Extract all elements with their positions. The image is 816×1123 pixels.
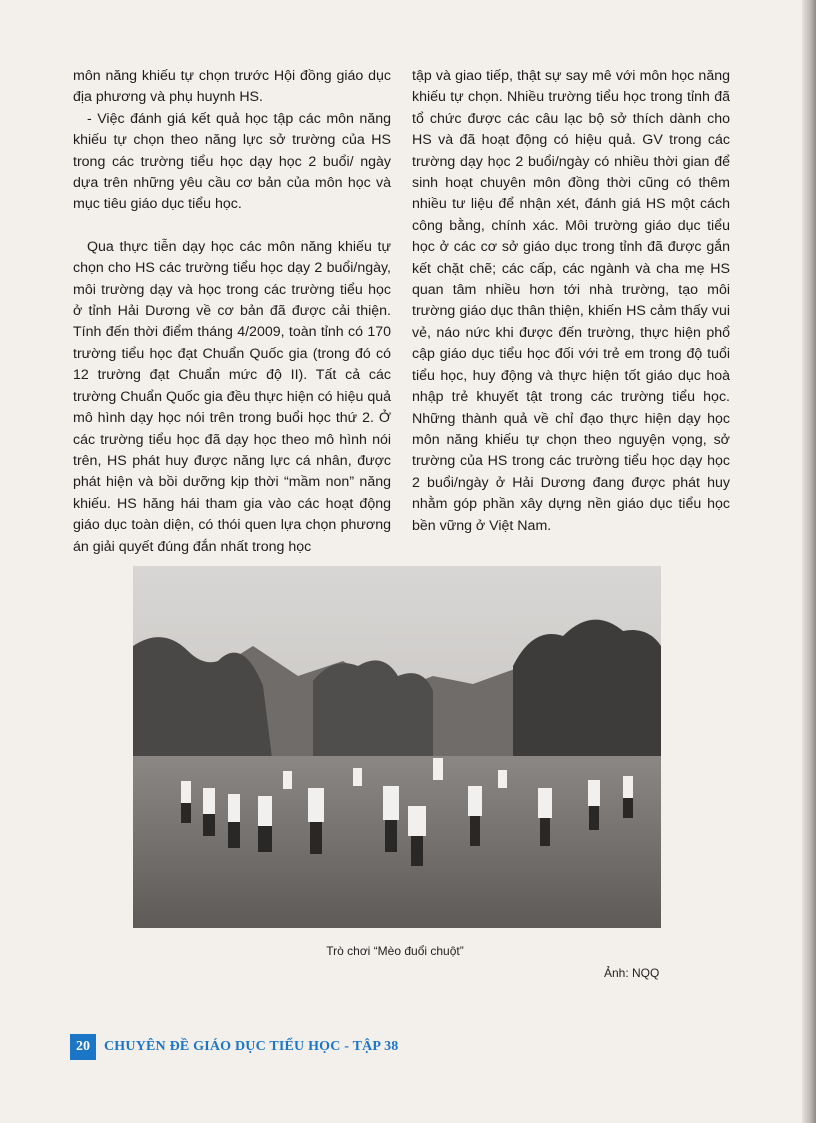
- journal-title: CHUYÊN ĐỀ GIÁO DỤC TIỂU HỌC - TẬP 38: [104, 1039, 399, 1054]
- page-number: 20: [70, 1034, 96, 1060]
- child: [228, 794, 240, 822]
- child: [468, 786, 482, 816]
- child: [408, 806, 426, 836]
- child: [308, 788, 324, 822]
- photo-caption: Trò chơi “Mèo đuổi chuột”: [326, 944, 464, 958]
- child: [353, 768, 362, 786]
- page-edge-shadow: [802, 0, 816, 1123]
- child: [383, 786, 399, 820]
- left-paragraph-3: Qua thực tiễn dạy học các môn năng khiếu tự chọn cho HS các trường tiểu học dạy 2 buổi/ngày, môi trường dạy và học trong các trường tiểu học ở tỉnh Hải Dương về cơ bản đã được cải thiện. Tính đến thời điểm tháng 4/2009, toàn tỉnh có 170 trường tiểu học đạt Chuẩn Quốc gia (trong đó có 12 trường đạt Chuẩn mức độ II). Tất cả các trường Chuẩn Quốc gia đều thực hiện có hiệu quả mô hình dạy học nói trên trong buổi học thứ 2. Ở các trường tiểu học đã dạy học theo mô hình nói trên, HS phát huy được năng lực cá nhân, được phát hiện và bồi dưỡng kịp thời “mầm non” năng khiếu. HS hăng hái tham gia vào các hoạt động giáo dục toàn diện, có thói quen lựa chọn phương án giải quyết đúng đắn nhất trong học: [73, 238, 391, 555]
- child: [181, 781, 191, 803]
- page-footer: [70, 1034, 399, 1060]
- right-paragraph-1: tập và giao tiếp, thật sự say mê với môn học năng khiếu tự chọn. Nhiều trường tiểu học trong tỉnh đã tổ chức được các câu lạc bộ sở thích dành cho HS và đã hoạt động có hiệu quả. GV trong các trường dạy học 2 buổi/ngày có nhiều thời gian để sinh hoạt chuyên môn đồng thời cũng có thêm nhiều tư liệu để nhận xét, đánh giá HS một cách công bằng, chính xác. Môi trường giáo dục tiểu học ở các cơ sở giáo dục trong tỉnh đã được gắn kết chặt chẽ; các cấp, các ngành và cha mẹ HS quan tâm nhiều hơn tới nhà trường, tạo môi trường giáo dục thân thiện, khiến HS cảm thấy vui vẻ, náo nức khi được đến trường, thực hiện phổ cập giáo dục tiểu học đối với trẻ em trong độ tuổi tiểu học, huy động và thực hiện tốt giáo dục hoà nhập trẻ khuyết tật trong các trường tiểu học. Những thành quả về chỉ đạo thực hiện dạy học môn năng khiếu tự chọn theo nguyện vọng, sở trường của HS trong các trường tiểu học dạy học 2 buổi/ngày ở Hải Dương đang được phát huy nhằm góp phần xây dựng nền giáo dục tiểu học bền vững ở Việt Nam.: [412, 68, 730, 534]
- photo-credit: Ảnh: NQQ: [604, 966, 660, 980]
- right-trees: [513, 620, 661, 776]
- child: [258, 796, 272, 826]
- photo-illustration: [133, 566, 661, 928]
- child: [203, 788, 215, 814]
- paragraph-spacer: [73, 216, 391, 237]
- article-right-column: [412, 66, 730, 537]
- child: [498, 770, 507, 788]
- schoolyard-game-photo: [133, 566, 661, 928]
- left-paragraph-1: môn năng khiếu tự chọn trước Hội đồng giáo dục địa phương và phụ huynh HS.: [73, 68, 391, 106]
- article-left-column: [73, 66, 391, 558]
- child: [283, 771, 292, 789]
- teacher: [433, 758, 443, 780]
- child: [623, 776, 633, 798]
- middle-trees: [313, 660, 433, 766]
- left-paragraph-2: - Việc đánh giá kết quả học tập các môn năng khiếu tự chọn theo năng lực sở trường của HS trong các trường tiểu học dạy học 2 buổi/ ngày dựa trên những yêu cầu cơ bản của môn học và mục tiêu giáo dục tiểu học.: [73, 110, 391, 213]
- child: [538, 788, 552, 818]
- child: [588, 780, 600, 806]
